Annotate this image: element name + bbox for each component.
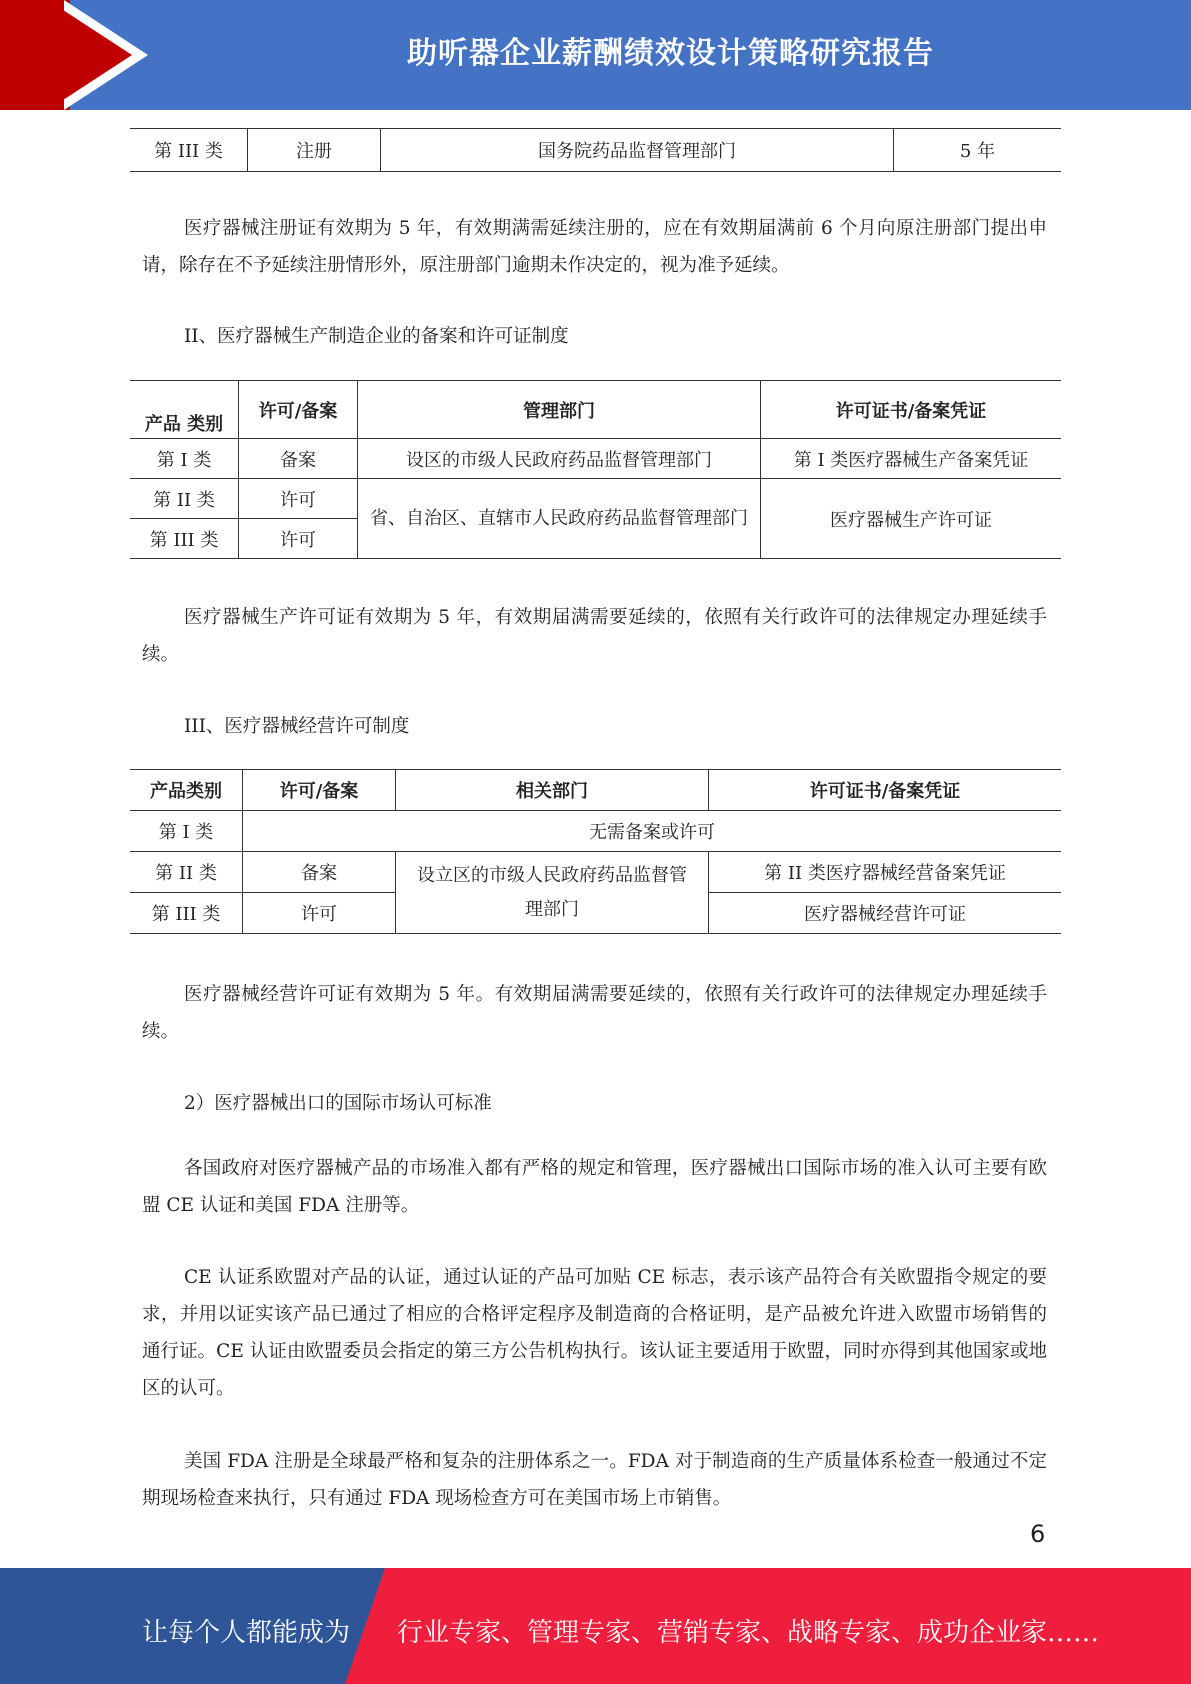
column-header: 相关部门: [396, 770, 709, 811]
table-cell: 第 I 类: [130, 811, 243, 852]
paragraph: 医疗器械注册证有效期为 5 年，有效期满需延续注册的，应在有效期届满前 6 个月向原注册部门提出申请，除存在不予延续注册情形外，原注册部门逾期未作决定的，视为准予延续。: [142, 218, 1047, 276]
page-number: 6: [1030, 1520, 1046, 1548]
column-header: 许可证书/备案凭证: [761, 381, 1062, 439]
table-header-row: [130, 770, 1061, 811]
table-cell: 第 II 类: [130, 479, 239, 519]
column-header: 许可/备案: [243, 770, 396, 811]
table-cell: 医疗器械经营许可证: [709, 893, 1062, 934]
table-row: [130, 479, 1061, 519]
table-cell: 国务院药品监督管理部门: [381, 129, 894, 172]
table-cell: 第 I 类: [130, 439, 239, 479]
column-header: 产品 类别: [130, 381, 239, 439]
table-row: [130, 852, 1061, 893]
table-cell: 许可: [239, 479, 358, 519]
table-cell: 省、自治区、直辖市人民政府药品监督管理部门: [358, 479, 761, 559]
table-row: [130, 129, 1061, 172]
report-title: 助听器企业薪酬绩效设计策略研究报告: [407, 36, 934, 71]
table-row: [130, 439, 1061, 479]
section-heading: III、医疗器械经营许可制度: [184, 716, 410, 737]
distribution-license-table: [130, 769, 1061, 934]
column-header: 许可证书/备案凭证: [709, 770, 1062, 811]
table-cell: 5 年: [894, 129, 1062, 172]
table-cell: 设区的市级人民政府药品监督管理部门: [358, 439, 761, 479]
registration-table: [130, 128, 1061, 172]
table-cell: 医疗器械生产许可证: [761, 479, 1062, 559]
table-cell: 许可: [239, 519, 358, 559]
paragraph: 医疗器械经营许可证有效期为 5 年。有效期届满需要延续的，依照有关行政许可的法律规定办理延续手续。: [142, 984, 1047, 1042]
table-row: [130, 811, 1061, 852]
table-cell: 第 III 类: [130, 129, 248, 172]
production-license-table: [130, 380, 1061, 559]
table-cell: 备案: [243, 852, 396, 893]
paragraph: 各国政府对医疗器械产品的市场准入都有严格的规定和管理，医疗器械出口国际市场的准入认可主要有欧盟 CE 认证和美国 FDA 注册等。: [142, 1158, 1047, 1216]
table-header-row: [130, 381, 1061, 439]
column-header: 产品类别: [130, 770, 243, 811]
section-heading: 2）医疗器械出口的国际市场认可标准: [184, 1093, 492, 1114]
table-cell: 无需备案或许可: [243, 811, 1062, 852]
table-cell: 设立区的市级人民政府药品监督管理部门: [396, 852, 709, 934]
table-cell: 备案: [239, 439, 358, 479]
footer-slogan-right: 行业专家、管理专家、营销专家、战略专家、成功企业家……: [397, 1618, 1100, 1648]
paragraph: 美国 FDA 注册是全球最严格和复杂的注册体系之一。FDA 对于制造商的生产质量体系检查一般通过不定期现场检查来执行，只有通过 FDA 现场检查方可在美国市场上市销售。: [142, 1451, 1047, 1509]
footer-slogan-left: 让每个人都能成为: [142, 1618, 351, 1648]
table-cell: 注册: [248, 129, 381, 172]
table-cell: 第 I 类医疗器械生产备案凭证: [761, 439, 1062, 479]
paragraph: 医疗器械生产许可证有效期为 5 年，有效期届满需要延续的，依照有关行政许可的法律规定办理延续手续。: [142, 607, 1047, 665]
section-heading: II、医疗器械生产制造企业的备案和许可证制度: [184, 326, 569, 347]
footer-red-slant: [345, 1568, 385, 1684]
column-header: 许可/备案: [239, 381, 358, 439]
table-cell: 许可: [243, 893, 396, 934]
column-header: 管理部门: [358, 381, 761, 439]
table-cell: 第 II 类: [130, 852, 243, 893]
table-cell: 第 III 类: [130, 893, 243, 934]
table-cell: 第 II 类医疗器械经营备案凭证: [709, 852, 1062, 893]
table-cell: 第 III 类: [130, 519, 239, 559]
paragraph: CE 认证系欧盟对产品的认证，通过认证的产品可加贴 CE 标志，表示该产品符合有关欧盟指令规定的要求，并用以证实该产品已通过了相应的合格评定程序及制造商的合格证明，是产品被允许进入欧盟市场销售的通行证。CE 认证由欧盟委员会指定的第三方公告机构执行。该认证主要适用于欧盟，同时亦得到其他国家或地区的认可。: [142, 1267, 1047, 1399]
header-chevron-inner: [60, 8, 132, 102]
